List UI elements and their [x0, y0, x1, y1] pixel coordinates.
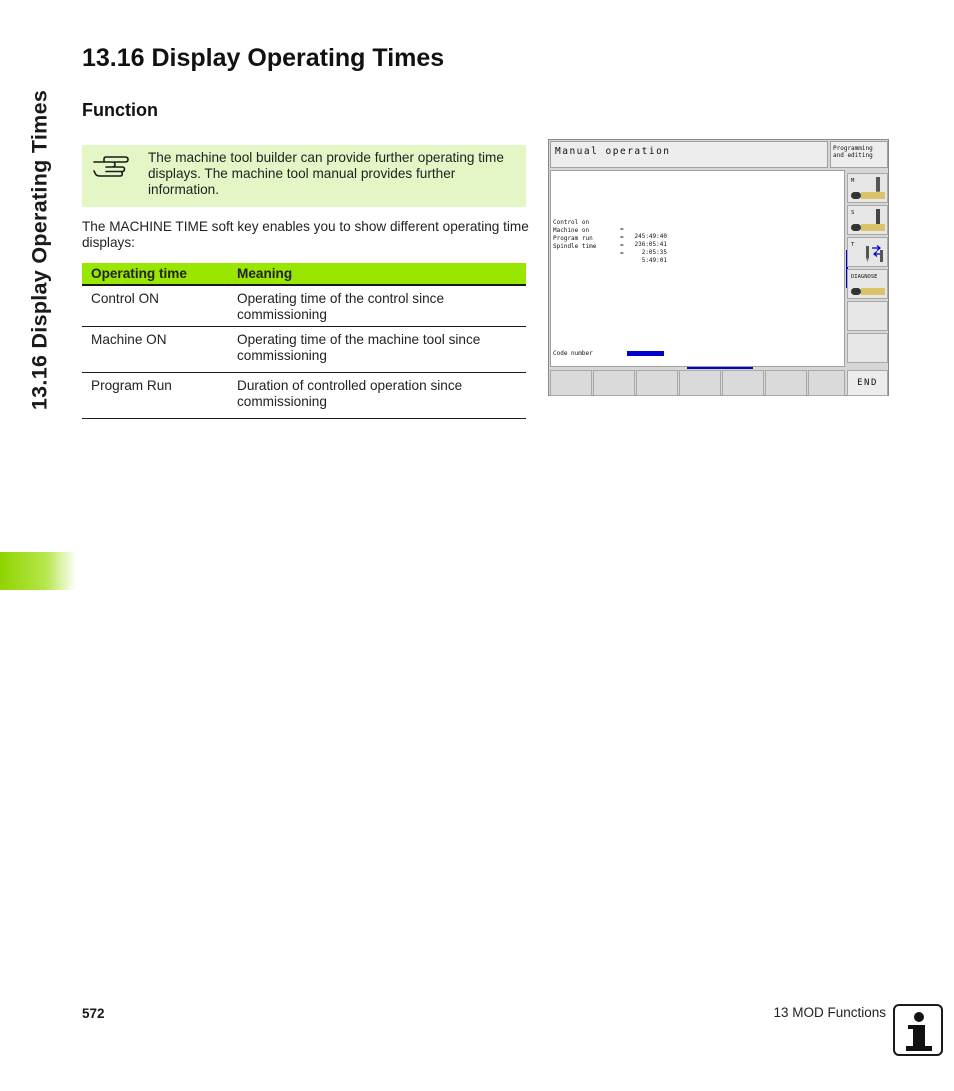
side-chapter-title: [10, 40, 70, 460]
note-text: The machine tool builder can provide further operating time displays. The machine tool manual provides further information.: [148, 150, 504, 197]
table-row: [82, 372, 526, 418]
cell-operating-time: Program Run: [82, 372, 228, 418]
page-number: 572: [82, 1006, 105, 1021]
softkey-empty-5[interactable]: [847, 301, 888, 331]
time-value: 5:49:01: [641, 257, 667, 264]
programming-softkey-line2: and editing: [833, 152, 873, 159]
cell-meaning: Duration of controlled operation since commissioning: [228, 372, 526, 418]
time-label: Control on: [553, 219, 590, 226]
pointing-hand-icon: [92, 153, 130, 179]
header-operating-time: Operating time: [82, 263, 228, 285]
screen-mode-header: [550, 141, 828, 168]
side-chapter-title-text: 13.16 Display Operating Times: [27, 89, 52, 411]
softkey-bottom-7[interactable]: [808, 370, 845, 396]
operating-times-table: [82, 263, 526, 419]
intro-paragraph: The MACHINE TIME soft key enables you to show different operating time displays:: [82, 219, 529, 250]
chapter-tab-marker: [0, 552, 76, 590]
table-row: [82, 326, 526, 372]
time-equals: =: [620, 226, 624, 233]
programming-softkey-line1: Programming: [833, 145, 873, 152]
programming-softkey[interactable]: [830, 141, 888, 168]
note-box: [82, 145, 526, 207]
table-row: [82, 285, 526, 326]
time-value: 236:05:41: [634, 241, 667, 248]
time-value: 245:49:40: [634, 233, 667, 240]
softkey-bottom-3[interactable]: [636, 370, 678, 396]
time-equals: =: [620, 242, 624, 249]
coolant-icon: [851, 224, 861, 231]
coolant-icon: [851, 288, 861, 295]
table-base-icon: [861, 224, 885, 231]
softkey-empty-6[interactable]: [847, 333, 888, 363]
header-meaning: Meaning: [228, 263, 526, 285]
time-label: Spindle time: [553, 243, 597, 250]
active-softkey-marker: [687, 367, 753, 369]
control-screenshot: [548, 139, 889, 396]
time-value: 2:05:35: [641, 249, 667, 256]
time-label: Machine on: [553, 227, 590, 234]
screen-mode-title: Manual operation: [555, 146, 671, 157]
cell-meaning: Operating time of the control since commissioning: [228, 285, 526, 326]
softkey-m[interactable]: [847, 173, 888, 203]
code-number-input[interactable]: [627, 351, 664, 356]
screen-main-area: [550, 170, 845, 367]
chapter-label: 13 MOD Functions: [773, 1005, 886, 1020]
coolant-icon: [851, 192, 861, 199]
code-number-label: Code number: [553, 350, 593, 357]
time-label: Program run: [553, 235, 593, 242]
cell-operating-time: Control ON: [82, 285, 228, 326]
softkey-t-label: T: [851, 242, 855, 248]
softkey-bottom-2[interactable]: [593, 370, 635, 396]
section-heading: Function: [82, 100, 158, 120]
time-equals: =: [620, 250, 624, 257]
softkey-bottom-5[interactable]: [722, 370, 764, 396]
softkey-diagnose[interactable]: [847, 269, 888, 299]
softkey-bottom-4[interactable]: [679, 370, 721, 396]
info-icon: [893, 1004, 943, 1056]
table-base-icon: [861, 192, 885, 199]
softkey-bottom-6[interactable]: [765, 370, 807, 396]
softkey-diagnose-label: DIAGNOSE: [851, 274, 878, 280]
softkey-s[interactable]: [847, 205, 888, 235]
cell-meaning: Operating time of the machine tool since commissioning: [228, 326, 526, 372]
cell-operating-time: Machine ON: [82, 326, 228, 372]
time-equals: =: [620, 234, 624, 241]
page-title: 13.16 Display Operating Times: [82, 44, 445, 72]
tool-change-icon: [862, 244, 886, 264]
table-base-icon: [861, 288, 885, 295]
end-softkey[interactable]: END: [847, 370, 888, 396]
softkey-m-label: M: [851, 178, 855, 184]
softkey-bottom-1[interactable]: [550, 370, 592, 396]
table-header-row: [82, 263, 526, 285]
softkey-s-label: S: [851, 210, 855, 216]
softkey-t[interactable]: [847, 237, 888, 267]
